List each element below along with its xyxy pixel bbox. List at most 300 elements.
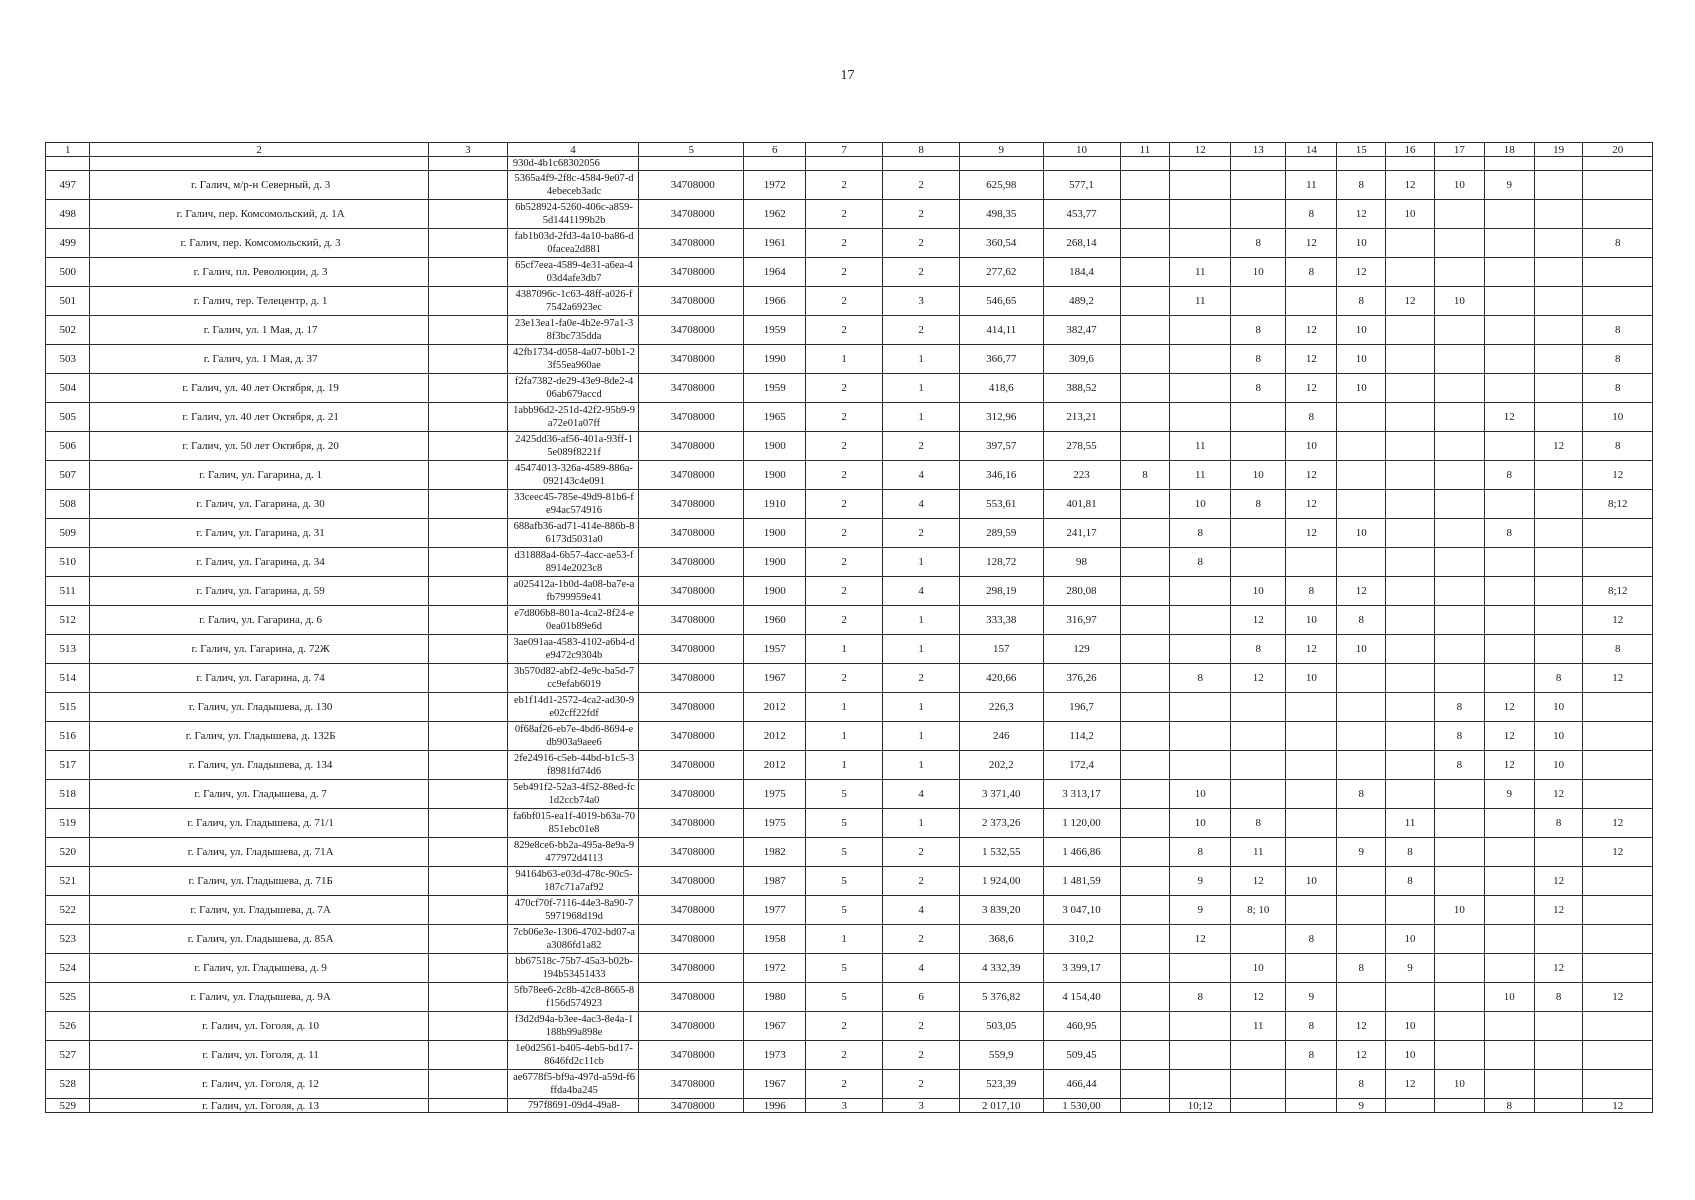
table-cell bbox=[1434, 1099, 1484, 1113]
table-cell: 522 bbox=[46, 896, 90, 925]
table-cell: г. Галич, ул. Гагарина, д. 1 bbox=[90, 461, 428, 490]
table-cell bbox=[1120, 1099, 1170, 1113]
table-cell bbox=[1170, 751, 1231, 780]
table-row bbox=[46, 229, 1653, 258]
table-cell bbox=[1434, 838, 1484, 867]
table-cell: 10 bbox=[1583, 403, 1653, 432]
table-cell: 310,2 bbox=[1043, 925, 1120, 954]
table-cell bbox=[1337, 751, 1386, 780]
table-cell bbox=[1170, 403, 1231, 432]
table-cell bbox=[1534, 519, 1583, 548]
table-cell bbox=[1170, 316, 1231, 345]
table-cell: 226,3 bbox=[960, 693, 1043, 722]
table-cell bbox=[1286, 548, 1337, 577]
table-row bbox=[46, 606, 1653, 635]
table-cell: 10 bbox=[1231, 954, 1286, 983]
table-cell: 1 bbox=[883, 345, 960, 374]
table-cell bbox=[1120, 432, 1170, 461]
table-cell bbox=[1534, 577, 1583, 606]
table-cell: 1990 bbox=[744, 345, 806, 374]
table-row bbox=[46, 1070, 1653, 1099]
table-cell: 34708000 bbox=[639, 345, 744, 374]
table-row bbox=[46, 983, 1653, 1012]
table-cell bbox=[1286, 287, 1337, 316]
table-cell bbox=[1583, 200, 1653, 229]
table-cell bbox=[1386, 374, 1435, 403]
table-cell bbox=[1170, 635, 1231, 664]
table-cell: 14 bbox=[1286, 143, 1337, 157]
table-row bbox=[46, 345, 1653, 374]
table-cell: 98 bbox=[1043, 548, 1120, 577]
table-cell: 2 bbox=[883, 1012, 960, 1041]
table-cell: 501 bbox=[46, 287, 90, 316]
table-cell: 114,2 bbox=[1043, 722, 1120, 751]
table-cell: 4 332,39 bbox=[960, 954, 1043, 983]
table-row bbox=[46, 519, 1653, 548]
table-cell: 12 bbox=[1583, 838, 1653, 867]
table-row bbox=[46, 1041, 1653, 1070]
table-cell bbox=[1231, 925, 1286, 954]
table-cell bbox=[1484, 287, 1534, 316]
table-cell: 196,7 bbox=[1043, 693, 1120, 722]
table-cell: 4 bbox=[883, 577, 960, 606]
table-cell bbox=[1231, 1070, 1286, 1099]
table-cell: 489,2 bbox=[1043, 287, 1120, 316]
table-cell bbox=[1534, 345, 1583, 374]
table-cell: 12 bbox=[1534, 432, 1583, 461]
table-cell bbox=[1534, 316, 1583, 345]
table-cell: 2 bbox=[806, 403, 883, 432]
table-cell: 34708000 bbox=[639, 809, 744, 838]
table-cell bbox=[428, 635, 507, 664]
table-cell: г. Галич, ул. 40 лет Октября, д. 21 bbox=[90, 403, 428, 432]
table-cell bbox=[1434, 983, 1484, 1012]
table-cell bbox=[1484, 345, 1534, 374]
table-cell bbox=[1170, 722, 1231, 751]
table-cell: 5 bbox=[806, 896, 883, 925]
table-cell: 20 bbox=[1583, 143, 1653, 157]
table-cell: 8; 10 bbox=[1231, 896, 1286, 925]
table-cell: 8 bbox=[1337, 1070, 1386, 1099]
table-cell bbox=[1534, 287, 1583, 316]
table-cell: 5 bbox=[639, 143, 744, 157]
table-cell: г. Галич, ул. Гладышева, д. 71/1 bbox=[90, 809, 428, 838]
table-cell: 10 bbox=[1337, 345, 1386, 374]
table-cell: 10 bbox=[1434, 171, 1484, 200]
table-cell bbox=[1434, 374, 1484, 403]
table-cell bbox=[1534, 1012, 1583, 1041]
table-cell: 42fb1734-d058-4a07-b0b1-23f55ea960ae bbox=[507, 345, 638, 374]
table-cell: 11 bbox=[1120, 143, 1170, 157]
table-cell: f3d2d94a-b3ee-4ac3-8e4a-1188b99a898e bbox=[507, 1012, 638, 1041]
table-cell bbox=[1120, 1070, 1170, 1099]
table-cell: 3 839,20 bbox=[960, 896, 1043, 925]
table-cell: 8 bbox=[1583, 316, 1653, 345]
table-cell: г. Галич, ул. Гоголя, д. 12 bbox=[90, 1070, 428, 1099]
table-cell bbox=[90, 157, 428, 171]
table-cell: 289,59 bbox=[960, 519, 1043, 548]
table-cell: 34708000 bbox=[639, 548, 744, 577]
table-cell bbox=[1583, 171, 1653, 200]
table-cell: г. Галич, ул. Гагарина, д. 74 bbox=[90, 664, 428, 693]
table-cell bbox=[1484, 200, 1534, 229]
table-cell: 34708000 bbox=[639, 606, 744, 635]
table-cell: 12 bbox=[1583, 1099, 1653, 1113]
table-cell bbox=[1583, 1012, 1653, 1041]
table-cell bbox=[1484, 374, 1534, 403]
table-cell: 12 bbox=[1337, 577, 1386, 606]
table-cell: 11 bbox=[1231, 838, 1286, 867]
table-cell bbox=[428, 577, 507, 606]
table-cell bbox=[1534, 258, 1583, 287]
table-cell: 527 bbox=[46, 1041, 90, 1070]
table-cell: 1 bbox=[46, 143, 90, 157]
table-cell bbox=[1583, 780, 1653, 809]
table-cell: 8 bbox=[1286, 1041, 1337, 1070]
table-cell: 4 bbox=[883, 896, 960, 925]
table-cell: 10 bbox=[1337, 229, 1386, 258]
table-cell bbox=[1484, 157, 1534, 171]
table-cell bbox=[1434, 664, 1484, 693]
table-cell: 157 bbox=[960, 635, 1043, 664]
table-row bbox=[46, 258, 1653, 287]
table-cell bbox=[1386, 751, 1435, 780]
table-cell: 2 017,10 bbox=[960, 1099, 1043, 1113]
table-cell: 1900 bbox=[744, 432, 806, 461]
table-row bbox=[46, 316, 1653, 345]
table-row bbox=[46, 577, 1653, 606]
table-cell: 453,77 bbox=[1043, 200, 1120, 229]
table-cell: 520 bbox=[46, 838, 90, 867]
table-cell bbox=[1170, 1012, 1231, 1041]
table-cell bbox=[883, 157, 960, 171]
table-cell: 1 bbox=[806, 722, 883, 751]
table-cell: 8 bbox=[1231, 345, 1286, 374]
table-cell bbox=[1386, 693, 1435, 722]
table-cell bbox=[1534, 157, 1583, 171]
table-cell bbox=[1386, 519, 1435, 548]
table-cell bbox=[428, 461, 507, 490]
table-cell: 5 bbox=[806, 867, 883, 896]
table-cell: 12 bbox=[1337, 1012, 1386, 1041]
table-cell bbox=[1170, 229, 1231, 258]
table-cell: г. Галич, ул. 50 лет Октября, д. 20 bbox=[90, 432, 428, 461]
table-cell bbox=[1120, 983, 1170, 1012]
table-cell bbox=[1484, 606, 1534, 635]
table-row bbox=[46, 548, 1653, 577]
table-cell: 1 120,00 bbox=[1043, 809, 1120, 838]
table-cell bbox=[1120, 577, 1170, 606]
table-cell: e7d806b8-801a-4ca2-8f24-e0ea01b89e6d bbox=[507, 606, 638, 635]
table-cell bbox=[1434, 635, 1484, 664]
table-cell: 8 bbox=[1484, 1099, 1534, 1113]
table-cell: 1 924,00 bbox=[960, 867, 1043, 896]
table-cell: 8 bbox=[1583, 635, 1653, 664]
table-cell: 4 154,40 bbox=[1043, 983, 1120, 1012]
table-cell: 34708000 bbox=[639, 200, 744, 229]
table-cell bbox=[1583, 1070, 1653, 1099]
table-cell bbox=[1231, 200, 1286, 229]
table-cell: 8 bbox=[1337, 606, 1386, 635]
table-cell bbox=[1434, 157, 1484, 171]
table-cell: 517 bbox=[46, 751, 90, 780]
table-cell: 519 bbox=[46, 809, 90, 838]
table-cell: 1959 bbox=[744, 374, 806, 403]
table-cell: 11 bbox=[1386, 809, 1435, 838]
table-cell bbox=[1231, 780, 1286, 809]
table-cell bbox=[1434, 1012, 1484, 1041]
table-cell: a025412a-1b0d-4a08-ba7e-afb799959e41 bbox=[507, 577, 638, 606]
table-cell: г. Галич, пер. Комсомольский, д. 1А bbox=[90, 200, 428, 229]
table-cell: 8 bbox=[1583, 345, 1653, 374]
table-cell: 34708000 bbox=[639, 664, 744, 693]
table-cell bbox=[1484, 1041, 1534, 1070]
table-cell bbox=[1534, 635, 1583, 664]
table-cell bbox=[1386, 316, 1435, 345]
table-cell bbox=[1534, 1041, 1583, 1070]
table-cell: 34708000 bbox=[639, 461, 744, 490]
table-cell bbox=[1434, 780, 1484, 809]
table-cell: 11 bbox=[1170, 258, 1231, 287]
table-cell: 1982 bbox=[744, 838, 806, 867]
table-cell: 1966 bbox=[744, 287, 806, 316]
table-cell: 2 bbox=[883, 838, 960, 867]
table-cell: 4 bbox=[507, 143, 638, 157]
table-cell bbox=[1434, 229, 1484, 258]
table-cell bbox=[1120, 693, 1170, 722]
table-cell bbox=[1337, 925, 1386, 954]
table-cell: г. Галич, ул. Гоголя, д. 13 bbox=[90, 1099, 428, 1113]
table-cell: 12 bbox=[1286, 229, 1337, 258]
table-cell: 4 bbox=[883, 490, 960, 519]
table-cell: 5 bbox=[806, 838, 883, 867]
table-cell: 559,9 bbox=[960, 1041, 1043, 1070]
table-cell bbox=[1120, 519, 1170, 548]
table-cell: 1900 bbox=[744, 577, 806, 606]
table-row bbox=[46, 896, 1653, 925]
table-cell: 8 bbox=[1286, 403, 1337, 432]
table-cell: 1957 bbox=[744, 635, 806, 664]
table-cell: 8 bbox=[1484, 461, 1534, 490]
table-cell: 34708000 bbox=[639, 722, 744, 751]
table-cell bbox=[1434, 345, 1484, 374]
table-cell: 9 bbox=[1386, 954, 1435, 983]
table-cell: 9 bbox=[960, 143, 1043, 157]
table-cell: 498 bbox=[46, 200, 90, 229]
table-cell: г. Галич, ул. Гагарина, д. 31 bbox=[90, 519, 428, 548]
table-cell bbox=[428, 490, 507, 519]
table-cell: 0f68af26-eb7e-4bd6-8694-edb903a9aee6 bbox=[507, 722, 638, 751]
table-cell: 1 bbox=[883, 374, 960, 403]
table-cell bbox=[1170, 954, 1231, 983]
table-cell: 497 bbox=[46, 171, 90, 200]
table-cell bbox=[1120, 258, 1170, 287]
table-cell bbox=[1337, 490, 1386, 519]
table-cell bbox=[1484, 954, 1534, 983]
table-cell bbox=[1534, 171, 1583, 200]
table-cell: 1 bbox=[883, 635, 960, 664]
table-cell: 930d-4b1c68302056 bbox=[507, 157, 638, 171]
table-cell: 12 bbox=[1170, 143, 1231, 157]
table-cell: г. Галич, ул. Гладышева, д. 71Б bbox=[90, 867, 428, 896]
table-cell: 3 bbox=[806, 1099, 883, 1113]
table-cell: 525 bbox=[46, 983, 90, 1012]
table-cell bbox=[1386, 461, 1435, 490]
table-row bbox=[46, 374, 1653, 403]
table-cell: 10 bbox=[1231, 577, 1286, 606]
table-cell bbox=[1484, 548, 1534, 577]
table-cell bbox=[1484, 577, 1534, 606]
table-cell bbox=[1231, 693, 1286, 722]
table-cell: 12 bbox=[1286, 461, 1337, 490]
table-cell bbox=[1337, 432, 1386, 461]
table-cell bbox=[428, 1012, 507, 1041]
table-cell: 524 bbox=[46, 954, 90, 983]
table-cell: 12 bbox=[1337, 200, 1386, 229]
table-cell bbox=[1534, 1099, 1583, 1113]
table-cell: 5 bbox=[806, 809, 883, 838]
table-cell: fa6bf015-ea1f-4019-b63a-70851ebc01e8 bbox=[507, 809, 638, 838]
table-cell: 202,2 bbox=[960, 751, 1043, 780]
table-cell: 10 bbox=[1386, 1041, 1435, 1070]
table-cell: 9 bbox=[1170, 896, 1231, 925]
table-cell bbox=[1386, 432, 1435, 461]
table-cell: 8 bbox=[1534, 664, 1583, 693]
table-cell: 418,6 bbox=[960, 374, 1043, 403]
table-cell: 382,47 bbox=[1043, 316, 1120, 345]
table-cell: 277,62 bbox=[960, 258, 1043, 287]
table-cell: 8 bbox=[1337, 954, 1386, 983]
table-cell bbox=[428, 287, 507, 316]
table-cell: 10 bbox=[1286, 432, 1337, 461]
table-cell bbox=[1386, 577, 1435, 606]
table-cell bbox=[1170, 200, 1231, 229]
table-cell: 8 bbox=[1286, 200, 1337, 229]
table-cell bbox=[1434, 1041, 1484, 1070]
table-cell bbox=[1534, 1070, 1583, 1099]
table-cell: 509 bbox=[46, 519, 90, 548]
table-cell bbox=[1386, 664, 1435, 693]
table-cell bbox=[1583, 519, 1653, 548]
table-cell bbox=[1534, 403, 1583, 432]
table-cell: г. Галич, ул. Гагарина, д. 72Ж bbox=[90, 635, 428, 664]
table-cell: 12 bbox=[1583, 461, 1653, 490]
table-cell: 346,16 bbox=[960, 461, 1043, 490]
table-cell: 8 bbox=[1286, 258, 1337, 287]
table-cell: 397,57 bbox=[960, 432, 1043, 461]
table-cell: 8 bbox=[1120, 461, 1170, 490]
table-cell bbox=[1583, 1041, 1653, 1070]
table-cell: г. Галич, ул. 1 Мая, д. 37 bbox=[90, 345, 428, 374]
table-cell: 2 bbox=[806, 171, 883, 200]
table-cell bbox=[1120, 1012, 1170, 1041]
table-cell bbox=[1484, 490, 1534, 519]
table-row bbox=[46, 403, 1653, 432]
table-cell bbox=[428, 200, 507, 229]
table-cell bbox=[1337, 867, 1386, 896]
table-cell bbox=[1337, 548, 1386, 577]
table-cell bbox=[428, 606, 507, 635]
table-cell bbox=[1286, 1099, 1337, 1113]
table-cell bbox=[1386, 983, 1435, 1012]
table-cell bbox=[1170, 374, 1231, 403]
table-cell: 34708000 bbox=[639, 954, 744, 983]
table-cell: 34708000 bbox=[639, 519, 744, 548]
table-cell bbox=[428, 548, 507, 577]
table-cell: 3 bbox=[428, 143, 507, 157]
table-cell bbox=[428, 780, 507, 809]
table-cell: 503,05 bbox=[960, 1012, 1043, 1041]
table-cell bbox=[1434, 432, 1484, 461]
table-cell: 625,98 bbox=[960, 171, 1043, 200]
table-cell: fab1b03d-2fd3-4a10-ba86-d0facea2d881 bbox=[507, 229, 638, 258]
table-cell: 8 bbox=[1231, 316, 1286, 345]
table-cell: 213,21 bbox=[1043, 403, 1120, 432]
table-row bbox=[46, 809, 1653, 838]
table-cell bbox=[1484, 838, 1534, 867]
table-cell bbox=[1484, 867, 1534, 896]
table-cell: 521 bbox=[46, 867, 90, 896]
table-cell bbox=[1286, 838, 1337, 867]
table-cell: 34708000 bbox=[639, 490, 744, 519]
table-cell: 12 bbox=[1386, 287, 1435, 316]
table-cell bbox=[1120, 896, 1170, 925]
table-cell bbox=[1583, 925, 1653, 954]
table-cell bbox=[1386, 258, 1435, 287]
table-cell bbox=[1337, 722, 1386, 751]
table-row bbox=[46, 432, 1653, 461]
continuation-row bbox=[46, 157, 1653, 171]
table-cell: г. Галич, ул. Гагарина, д. 6 bbox=[90, 606, 428, 635]
table-cell: г. Галич, ул. Гладышева, д. 9 bbox=[90, 954, 428, 983]
table-cell bbox=[1120, 345, 1170, 374]
table-cell: 1973 bbox=[744, 1041, 806, 1070]
table-cell: 10 bbox=[1386, 200, 1435, 229]
table-cell: 7 bbox=[806, 143, 883, 157]
table-cell: 34708000 bbox=[639, 635, 744, 664]
housing-register-table bbox=[45, 142, 1653, 1113]
table-cell: 7cb06e3e-1306-4702-bd07-aa3086fd1a82 bbox=[507, 925, 638, 954]
table-cell: 12 bbox=[1534, 780, 1583, 809]
table-cell bbox=[1434, 606, 1484, 635]
table-cell bbox=[1120, 1041, 1170, 1070]
table-cell: 3 bbox=[883, 1099, 960, 1113]
table-cell: 8 bbox=[1286, 1012, 1337, 1041]
table-cell: 1 bbox=[806, 635, 883, 664]
table-cell: г. Галич, ул. Гладышева, д. 71А bbox=[90, 838, 428, 867]
table-cell bbox=[1170, 606, 1231, 635]
table-cell: 2fe24916-c5eb-44bd-b1c5-3f8981fd74d6 bbox=[507, 751, 638, 780]
table-cell: 1961 bbox=[744, 229, 806, 258]
table-cell: 4 bbox=[883, 954, 960, 983]
table-cell: 2 bbox=[806, 1041, 883, 1070]
table-cell bbox=[1434, 519, 1484, 548]
table-cell: 2 bbox=[806, 490, 883, 519]
table-cell: 3 bbox=[883, 287, 960, 316]
table-cell: 278,55 bbox=[1043, 432, 1120, 461]
table-cell: 12 bbox=[1484, 403, 1534, 432]
table-cell: 2 bbox=[883, 867, 960, 896]
table-cell: 8 bbox=[1170, 548, 1231, 577]
table-cell bbox=[1386, 635, 1435, 664]
table-cell: 2 bbox=[883, 925, 960, 954]
table-cell: 1 bbox=[806, 693, 883, 722]
table-cell: 2 bbox=[806, 1012, 883, 1041]
table-cell: 1964 bbox=[744, 258, 806, 287]
table-cell: 34708000 bbox=[639, 1012, 744, 1041]
table-cell bbox=[428, 171, 507, 200]
table-row bbox=[46, 461, 1653, 490]
